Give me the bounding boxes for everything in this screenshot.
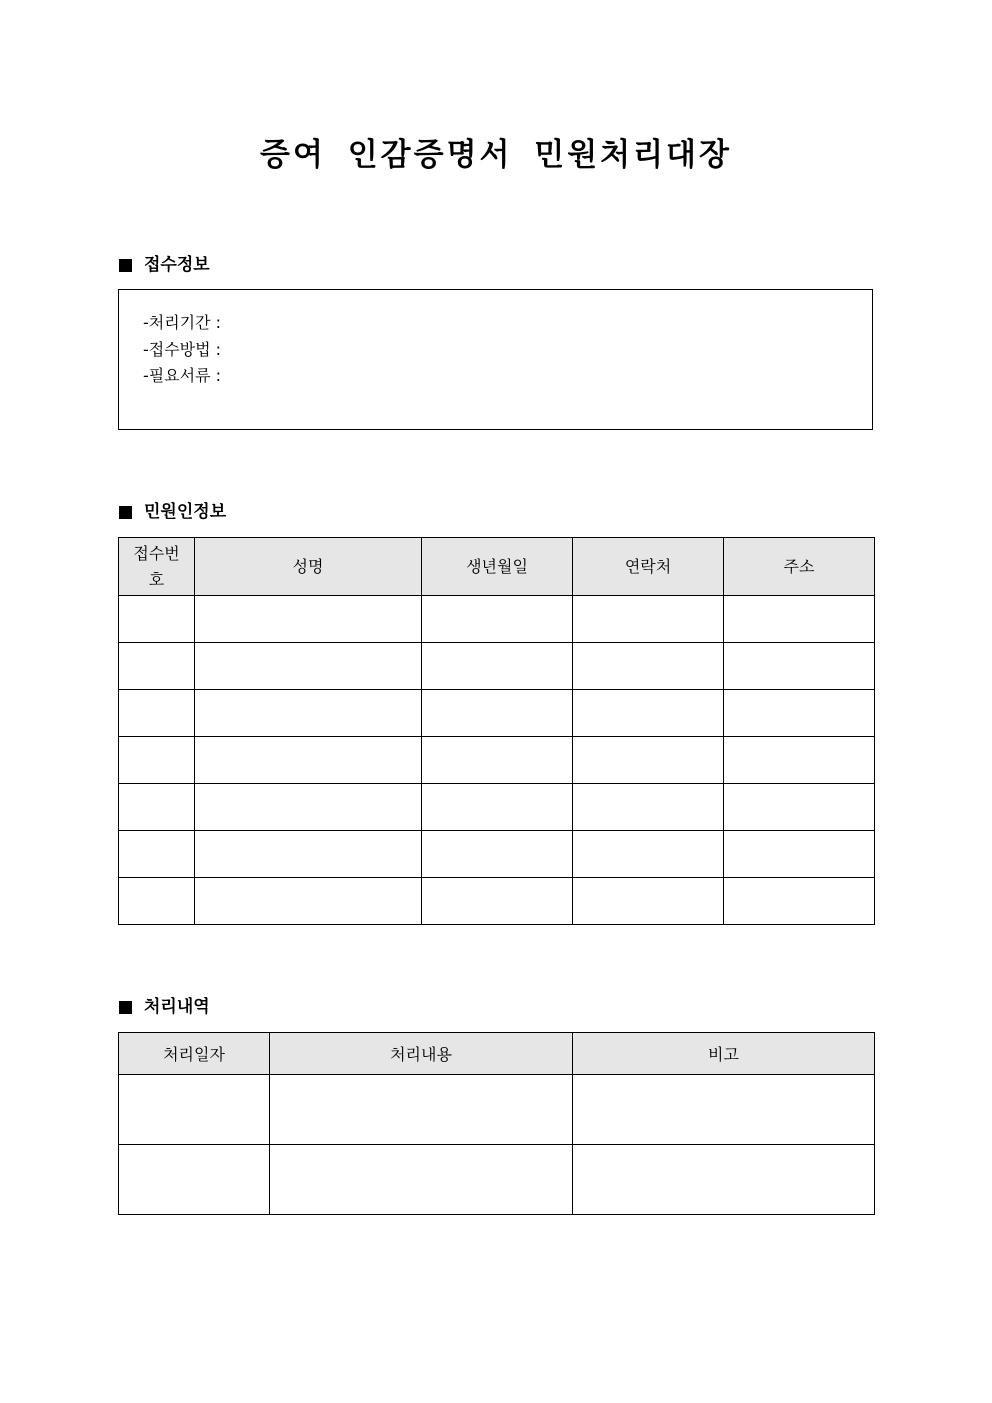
- table-cell[interactable]: [270, 1075, 573, 1145]
- column-header-remarks: 비고: [573, 1033, 875, 1075]
- processing-period-line: -처리기간 :: [143, 313, 222, 332]
- applicant-table: [118, 537, 875, 925]
- table-row: [119, 1145, 875, 1215]
- processing-table: [118, 1032, 875, 1215]
- black-square-icon: [119, 1001, 132, 1014]
- table-cell[interactable]: [195, 643, 422, 690]
- column-header-processing-date: 처리일자: [119, 1033, 270, 1075]
- table-cell[interactable]: [195, 878, 422, 925]
- table-row: [119, 690, 875, 737]
- table-cell[interactable]: [724, 784, 875, 831]
- table-row: [119, 784, 875, 831]
- table-cell[interactable]: [573, 878, 724, 925]
- table-row: [119, 596, 875, 643]
- table-cell[interactable]: [119, 596, 195, 643]
- table-cell[interactable]: [573, 1145, 875, 1215]
- section-heading-label: 민원인정보: [144, 502, 227, 522]
- section-heading-processing: [118, 995, 210, 1019]
- black-square-icon: [119, 506, 132, 519]
- table-cell[interactable]: [573, 690, 724, 737]
- section-heading-label: 처리내역: [144, 997, 210, 1017]
- table-cell[interactable]: [195, 596, 422, 643]
- table-row: [119, 831, 875, 878]
- table-cell[interactable]: [195, 737, 422, 784]
- table-cell[interactable]: [195, 831, 422, 878]
- table-cell[interactable]: [573, 737, 724, 784]
- table-row: [119, 737, 875, 784]
- table-cell[interactable]: [119, 690, 195, 737]
- section-heading-label: 접수정보: [144, 255, 210, 275]
- table-header-row: [119, 538, 875, 596]
- column-header-name: 성명: [195, 538, 422, 596]
- table-cell[interactable]: [195, 690, 422, 737]
- column-header-processing-content: 처리내용: [270, 1033, 573, 1075]
- table-cell[interactable]: [119, 784, 195, 831]
- table-cell[interactable]: [422, 643, 573, 690]
- table-row: [119, 643, 875, 690]
- table-cell[interactable]: [422, 737, 573, 784]
- required-documents-line: -필요서류 :: [143, 366, 222, 385]
- reception-info-box: [118, 289, 873, 430]
- table-cell[interactable]: [195, 784, 422, 831]
- table-cell[interactable]: [724, 596, 875, 643]
- column-header-contact: 연락처: [573, 538, 724, 596]
- section-heading-applicant: [118, 500, 226, 524]
- table-cell[interactable]: [119, 643, 195, 690]
- table-cell[interactable]: [724, 690, 875, 737]
- table-cell[interactable]: [724, 737, 875, 784]
- table-cell[interactable]: [119, 737, 195, 784]
- column-header-address: 주소: [724, 538, 875, 596]
- section-heading-reception: [118, 253, 210, 277]
- reception-method-line: -접수방법 :: [143, 339, 222, 359]
- table-cell[interactable]: [270, 1145, 573, 1215]
- table-cell[interactable]: [119, 1145, 270, 1215]
- table-cell[interactable]: [422, 831, 573, 878]
- table-cell[interactable]: [422, 878, 573, 925]
- table-cell[interactable]: [573, 596, 724, 643]
- table-cell[interactable]: [573, 643, 724, 690]
- table-row: [119, 878, 875, 925]
- table-cell[interactable]: [573, 831, 724, 878]
- table-cell[interactable]: [422, 784, 573, 831]
- table-cell[interactable]: [724, 878, 875, 925]
- table-cell[interactable]: [422, 690, 573, 737]
- table-cell[interactable]: [119, 831, 195, 878]
- table-cell[interactable]: [119, 1075, 270, 1145]
- table-cell[interactable]: [573, 784, 724, 831]
- table-cell[interactable]: [573, 1075, 875, 1145]
- table-cell[interactable]: [422, 596, 573, 643]
- table-header-row: [119, 1033, 875, 1075]
- page-title: 증여 인감증명서 민원처리대장: [260, 137, 732, 173]
- black-square-icon: [119, 259, 132, 272]
- table-row: [119, 1075, 875, 1145]
- table-cell[interactable]: [724, 643, 875, 690]
- table-cell[interactable]: [724, 831, 875, 878]
- table-cell[interactable]: [119, 878, 195, 925]
- column-header-reception-number: 접수번호: [119, 538, 195, 596]
- column-header-birthdate: 생년월일: [422, 538, 573, 596]
